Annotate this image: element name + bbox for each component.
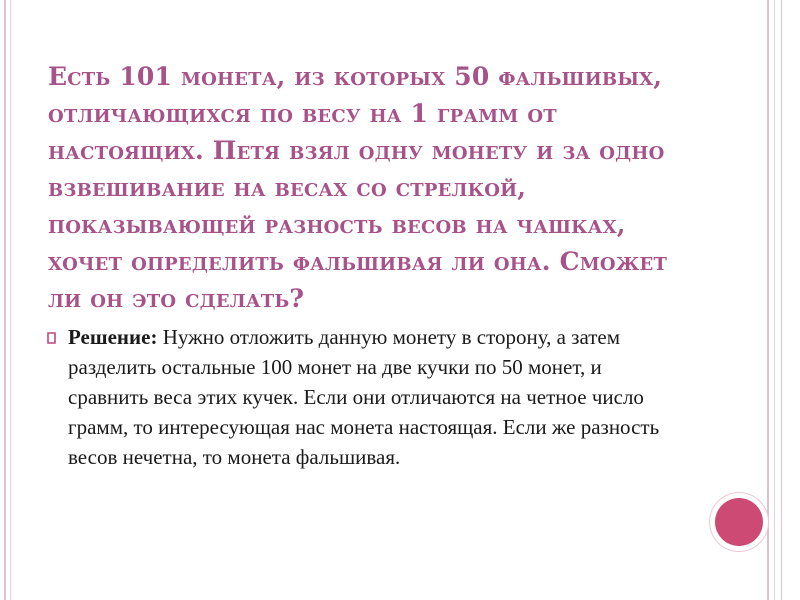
slide-body [46,322,686,472]
bullet-text [68,322,686,472]
right-border-line-outer [781,0,782,600]
solution-label: Решение: [68,325,158,349]
slide-title: Есть 101 монета, из которых 50 фальшивых, отличающихся по весу на 1 грамм от настоящих. Петя взял одну монету и за одно взвешивание на весах со стрелкой, показывающей разность весов на чашках, хочет определить фальшивая ли она. Сможет ли он это сделать? [48,62,668,313]
hollow-square-bullet-icon [46,332,68,344]
solution-text: Нужно отложить данную монету в сторону, а затем разделить остальные 100 монет на две кучки по 50 монет, и сравнить веса этих кучек. Если они отличаются на четное число грамм, то интересующая нас монета настоящая. Если же разность весов нечетна, то монета фальшивая. [68,325,660,469]
left-border-line [4,0,6,600]
right-border-line-middle [774,0,775,600]
left-border-line-inner [10,0,11,600]
bullet-item [46,322,686,472]
decorative-circle [715,498,763,546]
right-border-line [767,0,769,600]
